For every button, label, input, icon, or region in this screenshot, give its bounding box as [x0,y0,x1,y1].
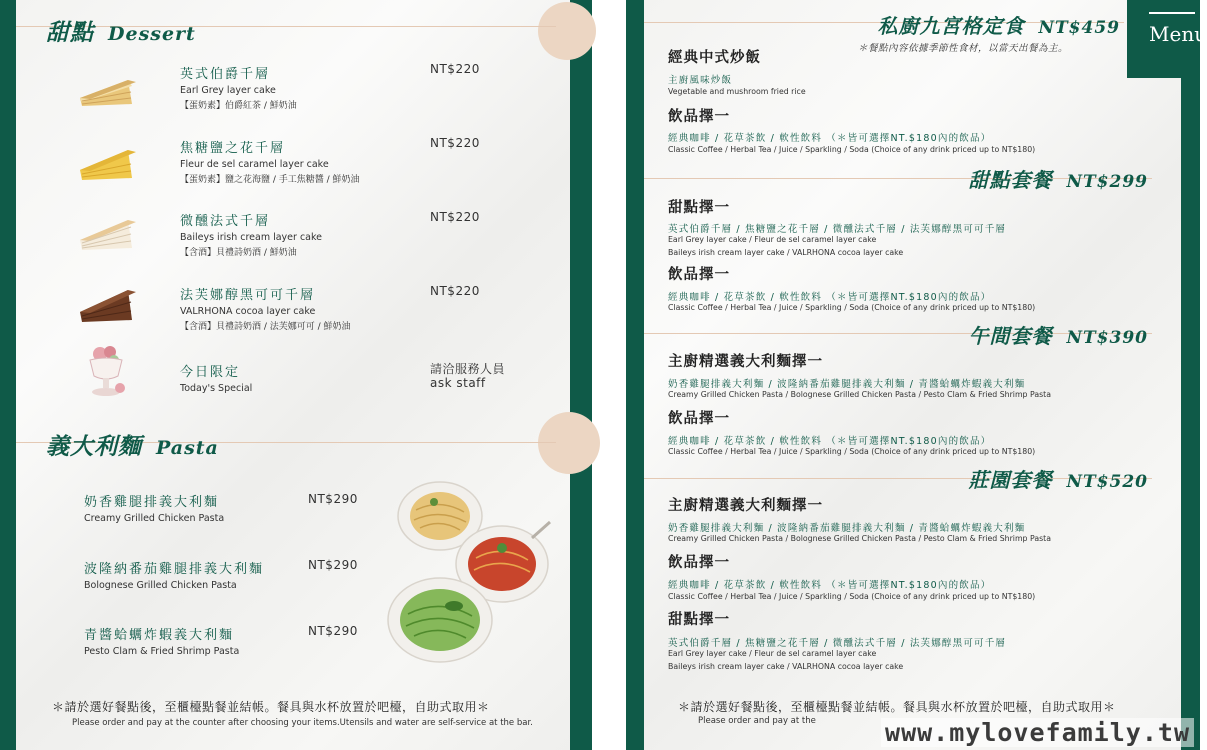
cocoa-cake-image [76,284,138,326]
pasta-item-name-en: Creamy Grilled Chicken Pasta [84,513,225,524]
manor-set-dessert-zh: 英式伯爵千層 / 焦糖鹽之花千層 / 微醺法式千層 / 法芙娜醇黑可可千層 [668,638,1007,649]
manor-set-dessert-heading: 甜點擇一 [668,611,730,628]
dessert-item-price: NT$220 [430,62,480,76]
left-page-green-binding [570,0,592,750]
manor-set-dessert-en2: Baileys irish cream layer cake / VALRHONA cocoa layer cake [668,662,904,671]
nine-set-main-zh: 主廚風味炒飯 [668,75,733,86]
dessert-item-name-en: Earl Grey layer cake [180,85,276,96]
pasta-title-zh: 義大利麵 [46,433,142,460]
pasta-item-creamy-chicken [84,491,224,524]
baileys-cake-image [76,212,138,254]
manor-set-dessert-en1: Earl Grey layer cake / Fleur de sel caramel layer cake [668,649,877,658]
lunch-set-title [968,320,1148,349]
dessert-item-price: NT$220 [430,284,480,298]
dessert-set-title [968,164,1148,193]
nine-set-title-zh: 私廚九宮格定食 [877,14,1025,38]
nine-set-subtitle: ＊餐點內容依據季節性食材，以當天出餐為主。 [858,43,1069,54]
menu-tab [1127,0,1207,78]
dessert-set-dessert-en2: Baileys irish cream layer cake / VALRHONA cocoa layer cake [668,248,904,257]
dessert-item-name-en: Fleur de sel caramel layer cake [180,159,329,170]
dessert-special-price-zh: 請洽服務人員 [430,362,506,376]
dessert-title-en: Dessert [108,23,196,45]
manor-set-drink-en: Classic Coffee / Herbal Tea / Juice / Sparkling / Soda (Choice of any drink priced up to NT$180) [668,592,1036,601]
dessert-set-title-zh: 甜點套餐 [968,168,1053,192]
manor-set-drink-zh: 經典咖啡 / 花草茶飲 / 軟性飲料 （＊皆可選擇NT.$180內的飲品） [668,580,992,591]
nine-set-drink-en: Classic Coffee / Herbal Tea / Juice / Sparkling / Soda (Choice of any drink priced up to NT$180) [668,145,1036,154]
earl-grey-cake-image [76,66,138,108]
dessert-set-price: NT$299 [1066,172,1148,192]
dessert-set-drink-heading: 飲品擇一 [668,266,730,283]
dessert-item-name-zh: 法芙娜醇黑可可千層 [180,288,316,303]
nine-set-main-heading: 經典中式炒飯 [668,49,761,66]
manor-set-main-heading: 主廚精選義大利麵擇一 [668,497,823,514]
lunch-set-main-zh: 奶香雞腿排義大利麵 / 波隆納番茄雞腿排義大利麵 / 青醬蛤蠣炸蝦義大利麵 [668,379,1026,390]
manor-set-title-zh: 莊園套餐 [968,468,1053,492]
pasta-item-name-zh: 波隆納番茄雞腿排義大利麵 [84,562,265,577]
manor-set-main-en: Creamy Grilled Chicken Pasta / Bolognese Grilled Chicken Pasta / Pesto Clam & Fried Shrimp Pasta [668,534,1052,543]
dessert-set-dessert-en1: Earl Grey layer cake / Fleur de sel caramel layer cake [668,235,877,244]
dessert-item-note: 【蛋奶素】伯爵紅茶 / 鮮奶油 [180,101,297,111]
dessert-item-caramel [180,137,360,185]
pasta-item-bolognese [84,558,264,591]
right-menu-page [626,0,1207,750]
dessert-set-dessert-zh: 英式伯爵千層 / 焦糖鹽之花千層 / 微醺法式千層 / 法芙娜醇黑可可千層 [668,224,1007,235]
pasta-item-name-zh: 奶香雞腿排義大利麵 [84,495,220,510]
lunch-set-drink-zh: 經典咖啡 / 花草茶飲 / 軟性飲料 （＊皆可選擇NT.$180內的飲品） [668,436,992,447]
dessert-item-name-zh: 英式伯爵千層 [180,67,271,82]
dessert-item-name-en: VALRHONA cocoa layer cake [180,306,316,317]
lunch-set-title-zh: 午間套餐 [968,324,1053,348]
dessert-deco-circle [538,2,596,60]
lunch-set-main-en: Creamy Grilled Chicken Pasta / Bolognese Grilled Chicken Pasta / Pesto Clam & Fried Shrimp Pasta [668,390,1052,399]
dessert-item-name-zh: 微醺法式千層 [180,214,271,229]
pasta-item-name-en: Bolognese Grilled Chicken Pasta [84,580,237,591]
dessert-item-price: NT$220 [430,210,480,224]
dessert-item-note: 【含酒】貝禮詩奶酒 / 法芙娜可可 / 鮮奶油 [180,322,351,332]
left-footer-note-en: Please order and pay at the counter after choosing your items.Utensils and water are self-service at the bar. [72,718,533,728]
right-footer-note-zh: ＊請於選好餐點後，至櫃檯點餐並結帳。餐具與水杯放置於吧檯，自助式取用＊ [678,700,1116,714]
dessert-item-note: 【含酒】貝禮詩奶酒 / 鮮奶油 [180,248,297,258]
dessert-item-special [180,361,252,394]
dessert-item-price: NT$220 [430,136,480,150]
pasta-plates-image [384,478,558,668]
dessert-item-earl-grey [180,63,297,111]
nine-set-drink-heading: 飲品擇一 [668,108,730,125]
left-menu-page [0,0,592,750]
pasta-item-pesto [84,624,239,657]
dessert-section-title [46,14,196,47]
dessert-set-drink-zh: 經典咖啡 / 花草茶飲 / 軟性飲料 （＊皆可選擇NT.$180內的飲品） [668,292,992,303]
dessert-item-baileys [180,210,322,258]
nine-set-title [877,10,1120,39]
pasta-deco-circle [538,412,600,474]
manor-set-price: NT$520 [1066,472,1148,492]
nine-set-price: NT$459 [1038,18,1120,38]
lunch-set-price: NT$390 [1066,328,1148,348]
lunch-set-main-heading: 主廚精選義大利麵擇一 [668,353,823,370]
pasta-section-title [46,428,219,461]
pasta-item-price: NT$290 [308,624,358,638]
dessert-set-drink-en: Classic Coffee / Herbal Tea / Juice / Sparkling / Soda (Choice of any drink priced up to NT$180) [668,303,1036,312]
dessert-item-name-en: Baileys irish cream layer cake [180,232,322,243]
right-page-green-border [1181,0,1200,750]
pasta-item-name-en: Pesto Clam & Fried Shrimp Pasta [84,646,240,657]
left-page-green-border [0,0,16,750]
pasta-item-price: NT$290 [308,558,358,572]
site-watermark: www.mylovefamily.tw [881,718,1194,747]
left-footer-note-zh: ＊請於選好餐點後，至櫃檯點餐並結帳。餐具與水杯放置於吧檯，自助式取用＊ [52,700,490,714]
manor-set-main-zh: 奶香雞腿排義大利麵 / 波隆納番茄雞腿排義大利麵 / 青醬蛤蠣炸蝦義大利麵 [668,523,1026,534]
lunch-set-drink-heading: 飲品擇一 [668,410,730,427]
caramel-cake-image [76,140,138,182]
dessert-item-name-en: Today's Special [180,383,253,394]
dessert-item-name-zh: 今日限定 [180,365,241,380]
menu-tab-line [1149,12,1195,14]
pasta-item-name-zh: 青醬蛤蠣炸蝦義大利麵 [84,628,235,643]
menu-tab-label: Menu [1149,22,1207,46]
right-footer-note-en: Please order and pay at the [698,716,816,726]
dessert-set-dessert-heading: 甜點擇一 [668,199,730,216]
lunch-set-drink-en: Classic Coffee / Herbal Tea / Juice / Sparkling / Soda (Choice of any drink priced up to NT$180) [668,447,1036,456]
dessert-item-note: 【蛋奶素】鹽之花海鹽 / 手工焦糖醬 / 鮮奶油 [180,175,360,185]
dessert-item-name-zh: 焦糖鹽之花千層 [180,141,286,156]
nine-set-main-en: Vegetable and mushroom fried rice [668,87,806,96]
dessert-special-price-en: ask staff [430,376,486,390]
dessert-title-zh: 甜點 [46,19,94,46]
pasta-title-en: Pasta [156,437,219,459]
nine-set-drink-zh: 經典咖啡 / 花草茶飲 / 軟性飲料 （＊皆可選擇NT.$180內的飲品） [668,133,992,144]
dessert-item-cocoa [180,284,351,332]
manor-set-title [968,464,1148,493]
right-page-green-binding [626,0,644,750]
special-cup-image [80,344,132,400]
manor-set-drink-heading: 飲品擇一 [668,554,730,571]
pasta-item-price: NT$290 [308,492,358,506]
